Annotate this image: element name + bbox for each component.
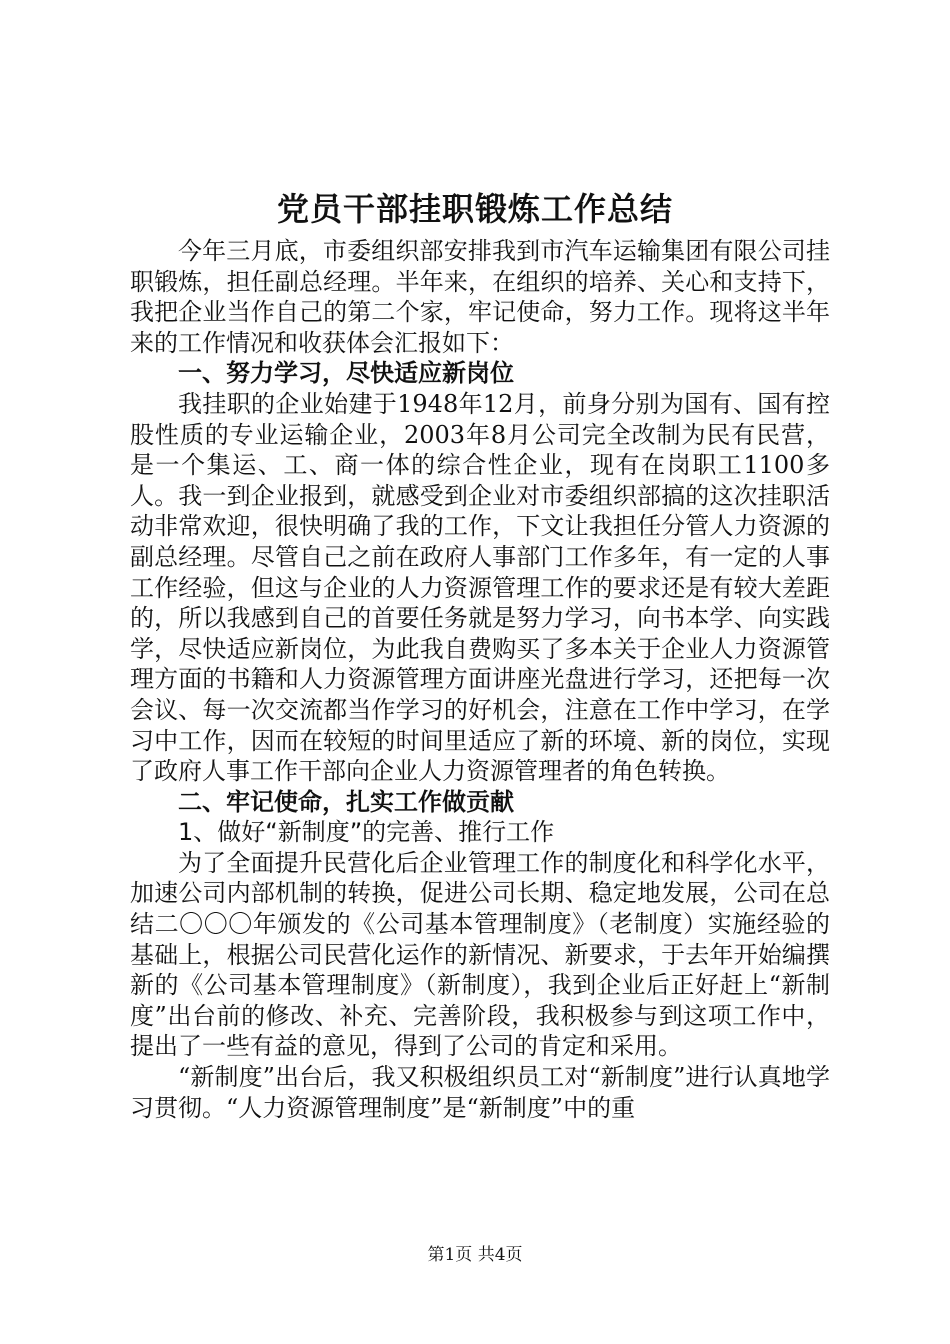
subsection-heading-1: 1、做好“新制度”的完善、推行工作 (178, 818, 555, 847)
section-heading-2: 二、牢记使命，扎实工作做贡献 (178, 787, 514, 816)
subsection-1-paragraph-2: “新制度”出台后，我又积极组织员工对“新制度”进行认真地学习贯彻。“人力资源管理制度”是“新制度”中的重 (130, 1063, 830, 1122)
subsection-1-paragraph: 为了全面提升民营化后企业管理工作的制度化和科学化水平，加速公司内部机制的转换，促进公司长期、稳定地发展，公司在总结二〇〇〇年颁发的《公司基本管理制度》（老制度）实施经验的基础上，根据公司民营化运作的新情况、新要求，于去年开始编撰新的《公司基本管理制度》（新制度），我到企业后正好赶上“新制度”出台前的修改、补充、完善阶段，我积极参与到这项工作中，提出了一些有益的意见，得到了公司的肯定和采用。 (130, 848, 830, 1061)
document-title: 党员干部挂职锻炼工作总结 (276, 190, 673, 228)
intro-paragraph: 今年三月底，市委组织部安排我到市汽车运输集团有限公司挂职锻炼，担任副总经理。半年来，在组织的培养、关心和支持下，我把企业当作自己的第二个家，牢记使命，努力工作。现将这半年来的工作情况和收获体会汇报如下： (130, 237, 830, 357)
document-body (130, 236, 830, 1123)
page-number-footer: 第1页 共4页 (427, 1245, 523, 1265)
section-1-paragraph: 我挂职的企业始建于1948年12月，前身分别为国有、国有控股性质的专业运输企业，2003年8月公司完全改制为民有民营，是一个集运、工、商一体的综合性企业，现有在岗职工1100多人。我一到企业报到，就感受到企业对市委组织部搞的这次挂职活动非常欢迎，很快明确了我的工作，下文让我担任分管人力资源的副总经理。尽管自己之前在政府人事部门工作多年，有一定的人事工作经验，但这与企业的人力资源管理工作的要求还是有较大差距的，所以我感到自己的首要任务就是努力学习，向书本学、向实践学，尽快适应新岗位，为此我自费购买了多本关于企业人力资源管理方面的书籍和人力资源管理方面讲座光盘进行学习，还把每一次会议、每一次交流都当作学习的好机会，注意在工作中学习，在学习中工作，因而在较短的时间里适应了新的环境、新的岗位，实现了政府人事工作干部向企业人力资源管理者的角色转换。 (130, 389, 830, 786)
section-heading-1: 一、努力学习，尽快适应新岗位 (178, 359, 514, 388)
